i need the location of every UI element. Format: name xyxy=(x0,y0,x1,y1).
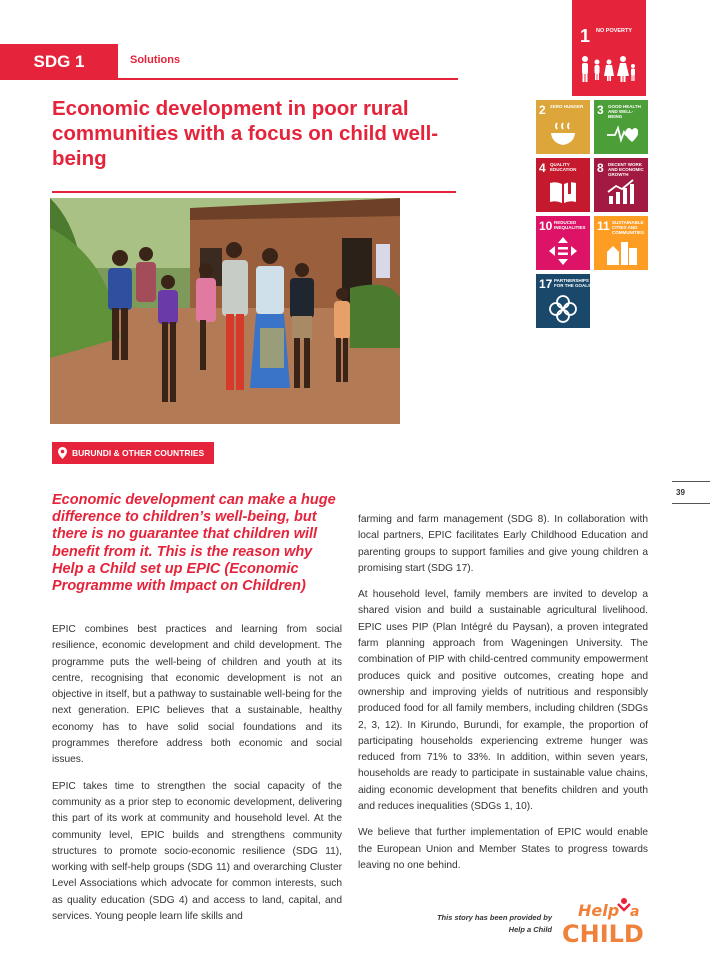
location-label: BURUNDI & OTHER COUNTRIES xyxy=(72,448,205,458)
body-paragraph: EPIC takes time to strengthen the social capacity of the community as a prior step to economic development, delivering this part of its work at community and household level. At the community level, EPIC builds and strengthens community structures to promote socio-economic resilience (SDG 11), working with self-help groups (SDG 11) and overarching Cluster Level Associations which advocate for common interests, such as quality education (SDG 4) and access to land, capital, and services. Young people learn life skills and xyxy=(52,780,342,923)
map-pin-icon xyxy=(58,447,67,459)
family-photo xyxy=(50,198,400,424)
bowl-icon xyxy=(548,120,578,150)
sdg-label-text: DECENT WORK AND ECONOMIC GROWTH xyxy=(608,162,644,177)
logo-child: CHILD xyxy=(562,920,644,946)
logo-a: a xyxy=(630,904,640,920)
credit-org: Help a Child xyxy=(508,925,552,934)
sdg-10-badge xyxy=(536,216,590,270)
story-credit xyxy=(424,912,552,936)
sdg-2-badge xyxy=(536,100,590,154)
sdg-label-text: SUSTAINABLE CITIES AND COMMUNITIES xyxy=(612,220,644,235)
body-paragraph: EPIC combines best practices and learning from social resilience, economic development and child development. The programme puts the well-being of children and youth at its centre, recognising that economic development is not an objective in itself, but a pathway to sustainable well-being for the next generation. EPIC believes that a sustainable, healthy economy has to have solid social foundations and its programmes therefore address both economic and social issues. xyxy=(52,624,342,766)
sdg-label-text: REDUCED INEQUALITIES xyxy=(554,220,586,230)
page-number: 39 xyxy=(676,488,685,497)
logo-graphic xyxy=(560,896,650,946)
equality-icon xyxy=(548,236,578,266)
help-a-child-logo xyxy=(560,896,650,946)
sdg-label-text: ZERO HUNGER xyxy=(550,104,584,109)
sdg-label: SDG 1 xyxy=(0,44,118,80)
location-badge xyxy=(52,442,214,464)
body-paragraph: We believe that further implementation of EPIC would enable the European Union and Member States to progress towards leaving no one behind. xyxy=(358,827,648,871)
sdg-number: 17 xyxy=(539,277,553,291)
heartbeat-icon xyxy=(606,120,638,148)
sdg-number: 8 xyxy=(597,161,604,175)
sdg-3-badge xyxy=(594,100,648,154)
left-column xyxy=(52,622,342,935)
sdg-17-badge xyxy=(536,274,590,328)
sdg-4-badge xyxy=(536,158,590,212)
logo-help: Help xyxy=(578,901,620,920)
body-paragraph: farming and farm management (SDG 8). In collaboration with local partners, EPIC facilitates Early Childhood Education and parenting groups to support families and give young children a promising start (SDG 17). xyxy=(358,514,648,574)
sdg-label-text: NO POVERTY xyxy=(596,28,633,34)
right-column xyxy=(358,512,648,884)
book-icon xyxy=(548,178,578,206)
sdg-1-badge xyxy=(572,0,646,96)
body-paragraph: At household level, family members are invited to develop a shared vision and build a sustainable agricultural livelihood. EPIC uses PIP (Plan Intégré du Paysan), a proven integrated farm planning approach from Wageningen University. The combination of PIP with child-centred community empowerment produces quick and positive outcomes, creating hope and ownership and improving yields of nutritious and responsibly produced food for all family members, including children (SDGs 2, 3, 12). In Kirundo, Burundi, for example, the proportion of participating households experiencing extreme hunger was reduced from 71% to 33%. In addition, within seven years, households are ready to participate in sustainable value chains, aiding economic development that benefits children and youth and reduces inequalities (SDGs 1, 10). xyxy=(358,589,648,813)
page-rule-top xyxy=(672,481,710,482)
header-rule xyxy=(118,78,458,80)
sdg-number: 11 xyxy=(597,219,610,233)
title-rule xyxy=(52,191,456,193)
rings-icon xyxy=(548,294,578,324)
sdg-label-text: QUALITY EDUCATION xyxy=(550,162,577,172)
page-title: Economic development in poor rural communities with a focus on child well-being xyxy=(52,97,439,170)
sdg-number: 4 xyxy=(539,161,546,175)
sdg-label-text: GOOD HEALTH AND WELL-BEING xyxy=(608,104,641,119)
lead-paragraph: Economic development can make a huge difference to children’s well-being, but there is no guarantee that children will benefit from it. This is the reason why Help a Child set up EPIC (Economic Programme with Impact on Children) xyxy=(52,492,336,595)
sdg-label-text: PARTNERSHIPS FOR THE GOALS xyxy=(554,278,591,288)
sdg-number: 10 xyxy=(539,219,553,233)
section-header xyxy=(0,44,458,80)
sdg-number: 1 xyxy=(580,26,591,46)
city-icon xyxy=(606,236,638,266)
photo-illustration xyxy=(50,198,400,424)
growth-chart-icon xyxy=(606,178,636,206)
sdg-8-badge xyxy=(594,158,648,212)
sdg-number: 3 xyxy=(597,103,604,117)
family-icon xyxy=(579,54,639,84)
credit-line: This story has been provided by xyxy=(436,913,552,922)
sdg-number: 2 xyxy=(539,103,546,117)
page-rule-bottom xyxy=(672,503,710,504)
section-label: Solutions xyxy=(130,54,181,66)
sdg-11-badge xyxy=(594,216,648,270)
